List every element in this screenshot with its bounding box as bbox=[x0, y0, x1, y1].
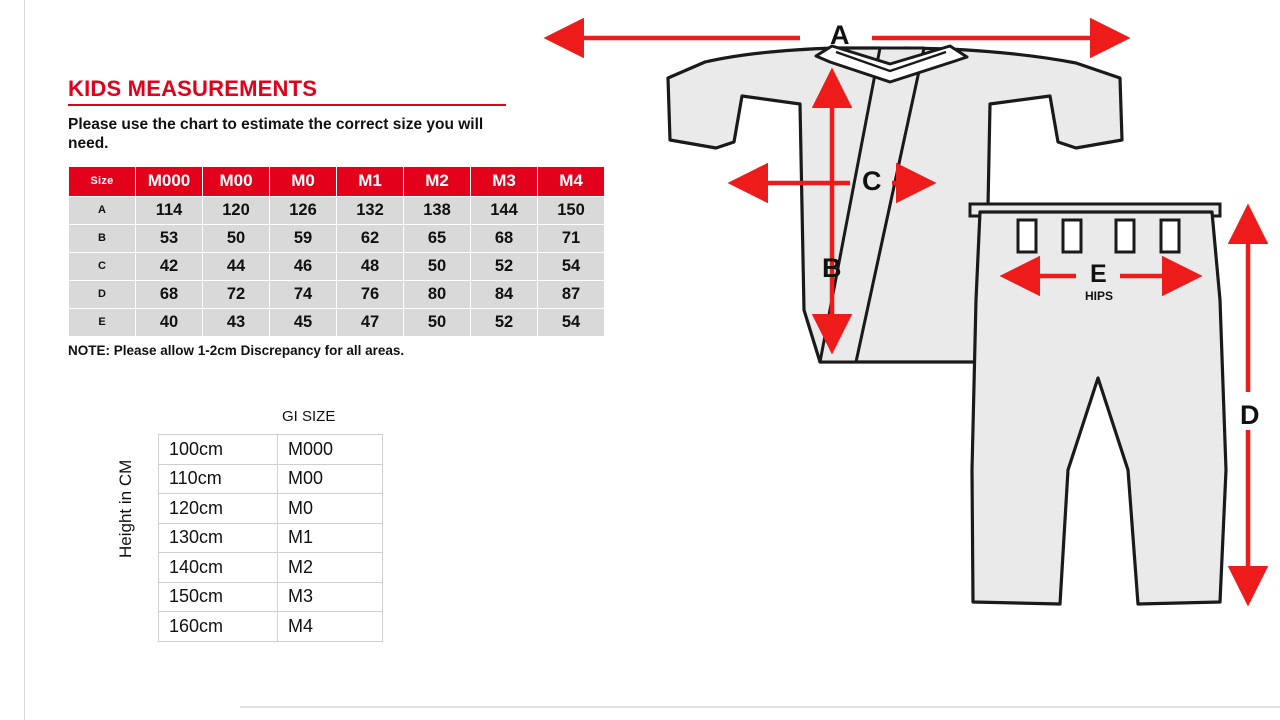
cell-d-m4: 87 bbox=[538, 280, 605, 308]
cell-b-m000: 53 bbox=[136, 224, 203, 252]
cell-c-m00: 44 bbox=[203, 252, 270, 280]
list-item bbox=[159, 523, 383, 553]
dimension-label-hips: HIPS bbox=[1085, 289, 1114, 303]
column-header-m0: M0 bbox=[270, 166, 337, 196]
cell-b-m00: 50 bbox=[203, 224, 270, 252]
list-item bbox=[159, 464, 383, 494]
dimension-label-d: D bbox=[1240, 400, 1260, 430]
column-header-m4: M4 bbox=[538, 166, 605, 196]
list-item bbox=[159, 435, 383, 465]
cell-c-m4: 54 bbox=[538, 252, 605, 280]
dimension-label-c: C bbox=[862, 166, 882, 196]
cell-a-m00: 120 bbox=[203, 196, 270, 224]
cell-a-m000: 114 bbox=[136, 196, 203, 224]
page-title: KIDS MEASUREMENTS bbox=[68, 76, 318, 101]
cell-b-m4: 71 bbox=[538, 224, 605, 252]
cell-a-m4: 150 bbox=[538, 196, 605, 224]
column-header-m00: M00 bbox=[203, 166, 270, 196]
dimension-label-a: A bbox=[830, 20, 850, 50]
cell-c-m0: 46 bbox=[270, 252, 337, 280]
cell-e-m0: 45 bbox=[270, 308, 337, 336]
cell-e-m4: 54 bbox=[538, 308, 605, 336]
row-label-b: B bbox=[69, 224, 136, 252]
cell-b-m2: 65 bbox=[404, 224, 471, 252]
gi-height-140: 140cm bbox=[159, 553, 278, 583]
garment-diagram bbox=[520, 0, 1280, 720]
gi-size-m4: M4 bbox=[278, 612, 383, 642]
cell-c-m000: 42 bbox=[136, 252, 203, 280]
row-label-e: E bbox=[69, 308, 136, 336]
left-margin-rule bbox=[24, 0, 25, 720]
gi-height-120: 120cm bbox=[159, 494, 278, 524]
list-item bbox=[159, 582, 383, 612]
list-item bbox=[159, 553, 383, 583]
cell-a-m2: 138 bbox=[404, 196, 471, 224]
dimension-label-e: E bbox=[1090, 260, 1107, 288]
cell-b-m1: 62 bbox=[337, 224, 404, 252]
cell-d-m1: 76 bbox=[337, 280, 404, 308]
page-subtitle: Please use the chart to estimate the correct size you will need. bbox=[68, 116, 484, 153]
cell-a-m1: 132 bbox=[337, 196, 404, 224]
gi-height-110: 110cm bbox=[159, 464, 278, 494]
gi-height-150: 150cm bbox=[159, 582, 278, 612]
cell-c-m2: 50 bbox=[404, 252, 471, 280]
cell-e-m1: 47 bbox=[337, 308, 404, 336]
cell-b-m3: 68 bbox=[471, 224, 538, 252]
column-header-m2: M2 bbox=[404, 166, 471, 196]
cell-d-m000: 68 bbox=[136, 280, 203, 308]
dimension-label-b: B bbox=[822, 253, 842, 283]
cell-a-m0: 126 bbox=[270, 196, 337, 224]
cell-d-m3: 84 bbox=[471, 280, 538, 308]
cell-e-m000: 40 bbox=[136, 308, 203, 336]
cell-e-m00: 43 bbox=[203, 308, 270, 336]
cell-d-m00: 72 bbox=[203, 280, 270, 308]
cell-c-m1: 48 bbox=[337, 252, 404, 280]
cell-c-m3: 52 bbox=[471, 252, 538, 280]
cell-a-m3: 144 bbox=[471, 196, 538, 224]
gi-size-column-header: GI SIZE bbox=[282, 408, 336, 425]
cell-e-m3: 52 bbox=[471, 308, 538, 336]
column-header-m3: M3 bbox=[471, 166, 538, 196]
cell-b-m0: 59 bbox=[270, 224, 337, 252]
column-header-m1: M1 bbox=[337, 166, 404, 196]
list-item bbox=[159, 494, 383, 524]
gi-size-table bbox=[158, 434, 383, 642]
cell-e-m2: 50 bbox=[404, 308, 471, 336]
column-header-size: Size bbox=[69, 166, 136, 196]
row-label-c: C bbox=[69, 252, 136, 280]
gi-height-100: 100cm bbox=[159, 435, 278, 465]
gi-size-m2: M2 bbox=[278, 553, 383, 583]
gi-size-m000: M000 bbox=[278, 435, 383, 465]
gi-size-m3: M3 bbox=[278, 582, 383, 612]
gi-height-130: 130cm bbox=[159, 523, 278, 553]
discrepancy-note: NOTE: Please allow 1-2cm Discrepancy for all areas. bbox=[68, 342, 405, 358]
list-item bbox=[159, 612, 383, 642]
title-underline bbox=[68, 104, 506, 106]
gi-size-m0: M0 bbox=[278, 494, 383, 524]
gi-height-160: 160cm bbox=[159, 612, 278, 642]
cell-d-m2: 80 bbox=[404, 280, 471, 308]
gi-size-m00: M00 bbox=[278, 464, 383, 494]
column-header-m000: M000 bbox=[136, 166, 203, 196]
height-axis-label: Height in CM bbox=[116, 459, 135, 558]
row-label-d: D bbox=[69, 280, 136, 308]
gi-size-m1: M1 bbox=[278, 523, 383, 553]
row-label-a: A bbox=[69, 196, 136, 224]
cell-d-m0: 74 bbox=[270, 280, 337, 308]
